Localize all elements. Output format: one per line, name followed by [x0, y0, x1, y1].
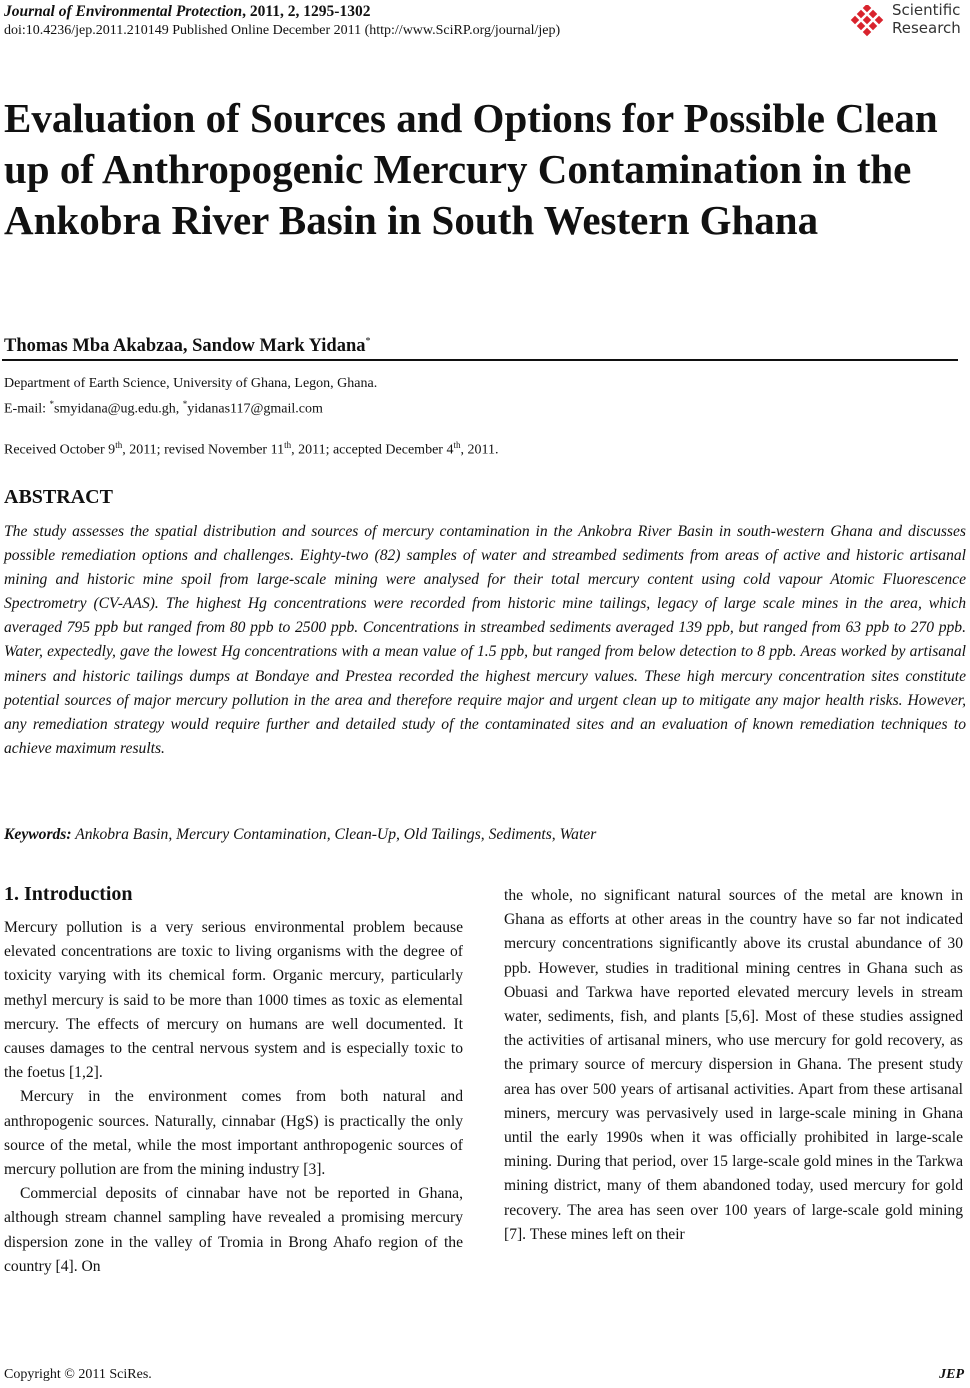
right-column — [504, 884, 963, 1247]
journal-name: Journal of Environmental Protection — [4, 3, 243, 20]
accepted-date: , 2011; accepted December 4 — [291, 442, 454, 458]
email-2-mark: * — [182, 399, 188, 409]
received-dates — [4, 435, 498, 461]
author-names: Thomas Mba Akabzaa, Sandow Mark Yidana — [4, 336, 366, 357]
email-prefix: E-mail: — [4, 401, 50, 417]
copyright: Copyright © 2011 SciRes. — [4, 1367, 152, 1382]
journal-volume-pages: , 2011, 2, 1295-1302 — [242, 3, 371, 20]
section-heading: 1. Introduction — [4, 883, 133, 905]
affiliation — [4, 373, 377, 420]
received-date-suffix: th — [115, 440, 123, 450]
received-date: Received October 9 — [4, 442, 116, 458]
accepted-year: , 2011. — [460, 442, 499, 458]
department: Department of Earth Science, University of Ghana, Legon, Ghana. — [4, 376, 378, 391]
publisher-name-line-2: Research — [892, 19, 961, 37]
keywords — [4, 824, 596, 846]
corresponding-mark: * — [365, 336, 371, 347]
email-line — [4, 394, 377, 420]
doi-line: doi:10.4236/jep.2011.210149 Published Online December 2011 (http://www.SciRP.org/journal/jep) — [4, 23, 561, 38]
email-separator: , — [175, 401, 183, 417]
journal-citation — [4, 3, 370, 21]
paragraph: Mercury in the environment comes from both natural and anthropogenic sources. Naturally, cinnabar (HgS) is practically the only source of the metal, while the most important anthropogenic sources of mercury pollution are from the mining industry [3]. — [4, 1088, 463, 1179]
paragraph: Mercury pollution is a very serious environmental problem because elevated concentrations are toxic to living organisms with the degree of toxicity varying with its chemical form. Organic mercury, particularly methyl mercury is said to be more than 1000 times as toxic as elemental mercury. The effects of mercury on humans are well documented. It causes damages to the central nervous system and is especially toxic to the foetus [1,2]. — [4, 919, 463, 1082]
title-divider — [2, 359, 958, 361]
keywords-label: Keywords: — [4, 826, 72, 843]
publisher-logo — [848, 1, 968, 43]
paragraph: the whole, no significant natural sources of the metal are known in Ghana as efforts at other areas in the country have so far not indicated mercury concentrations significantly above its crustal abundance of 30 ppb. However, studies in traditional mining centres in Ghana such as Obuasi and Tarkwa have reported elevated mercury levels in stream water, sediments, fish, and plants [5,6]. Most of these studies assigned the activities of artisanal miners, who use mercury for gold recovery, as the primary source of mercury dispersion in Ghana. The present study area has over 500 years of artisanal activities. Apart from these artisanal miners, mercury was pervasively used in large-scale mining in Ghana until the early 1990s when it was officially prohibited in large-scale mining. During that period, over 15 large-scale gold mines in the Tarkwa mining district, many of them abandoned today, used mercury for gold recovery. The area has seen over 100 years of large-scale gold mining [7]. These mines left on their — [504, 887, 963, 1243]
accepted-date-suffix: th — [453, 440, 461, 450]
revised-date: , 2011; revised November 11 — [122, 442, 285, 458]
email-1-mark: * — [49, 399, 54, 409]
email-1: smyidana@ug.edu.gh — [54, 401, 176, 417]
authors — [4, 330, 371, 358]
journal-abbreviation: JEP — [939, 1367, 964, 1382]
paragraph: Commercial deposits of cinnabar have not be reported in Ghana, although stream channel sampling have revealed a promising mercury dispersion zone in the valley of Tromia in Brong Ahafo region of the country [4]. On — [4, 1185, 463, 1275]
scientific-research-logo-icon — [848, 5, 888, 39]
email-2: yidanas117@gmail.com — [187, 401, 323, 417]
publisher-name — [892, 1, 961, 37]
keywords-list: Ankobra Basin, Mercury Contamination, Clean-Up, Old Tailings, Sediments, Water — [71, 826, 597, 843]
revised-date-suffix: th — [284, 440, 292, 450]
abstract-text: The study assesses the spatial distribution and sources of mercury contamination in the Ankobra River Basin in south-western Ghana and discusses possible remediation options and challenges. Eighty-two (82) samples of water and streambed sediments from areas of active and historic artisanal mining and historic mine spoil from large-scale mining were analysed for their total mercury content using cold vapour Atomic Fluorescence Spectrometry (CV-AAS). The highest Hg concentrations were recorded from historic mine tailings, legacy of large scale mines in the area, which averaged 795 ppb but ranged from 80 ppb to 2500 ppb. Concentrations in streambed sediments averaged 139 ppb, but ranged from 63 ppb to 270 ppb. Water, expectedly, gave the lowest Hg concentrations with a mean value of 1.5 ppb, but ranged from below detection to 8 ppb. Areas worked by artisanal miners and historic tailings dumps at Bondaye and Prestea recorded the highest mercury values. These high mercury concentration sites constitute potential sources of major mercury pollution in the area and therefore require major and urgent clean up to mitigate any major health risks. However, any remediation strategy would require further and detailed study of the contaminated sites and an evaluation of known remediation techniques to achieve maximum results. — [4, 523, 966, 757]
left-column — [4, 916, 463, 1279]
abstract-heading: ABSTRACT — [4, 486, 113, 508]
article-title: Evaluation of Sources and Options for Possible Clean up of Anthropogenic Mercury Contamination in the Ankobra River Basin in South Western Ghana — [4, 95, 938, 243]
publisher-name-line-1: Scientific — [892, 1, 961, 19]
